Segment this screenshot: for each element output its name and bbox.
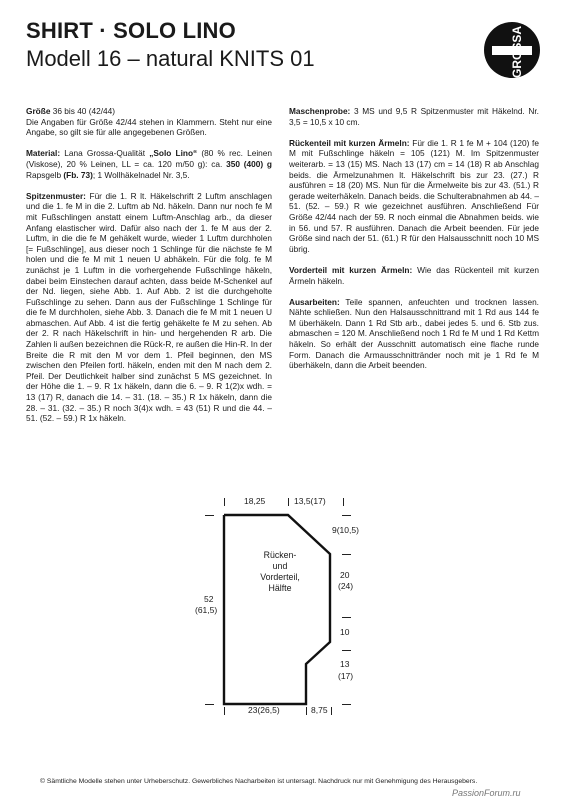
material-section — [26, 148, 272, 180]
dim-right-3: 10 — [340, 627, 350, 637]
tick-left-b — [205, 704, 214, 705]
gauge-text: 3 MS und 9,5 R Spitzenmuster mit Häkelnd. Nr. 3,5 = 10,5 x 10 cm. — [289, 106, 539, 127]
front-section — [289, 265, 539, 286]
left-column — [26, 106, 272, 434]
dim-right-2b: (24) — [338, 581, 354, 591]
right-column — [289, 106, 539, 381]
finish-section — [289, 297, 539, 371]
dim-right-2a: 20 — [340, 570, 350, 580]
schematic-diagram — [190, 492, 380, 722]
material-text-b: (80 % rec. Leinen (Viskose), 20 % Leinen, LL = ca. 120 m/50 g): ca. — [26, 148, 272, 169]
lana-grossa-logo-icon — [484, 8, 540, 79]
size-text: 36 bis 40 (42/44) — [50, 106, 116, 116]
tick-bottom-a — [224, 707, 225, 715]
tick-right-c — [342, 617, 351, 618]
dim-right-1: 9(10,5) — [332, 525, 359, 535]
gauge-heading: Maschenprobe: — [289, 106, 351, 116]
tick-top-c — [343, 498, 344, 506]
piece-label-3: Vorderteil, — [260, 572, 300, 582]
finish-heading: Ausarbeiten: — [289, 296, 340, 307]
tick-right-a — [342, 515, 351, 516]
back-section — [289, 138, 539, 255]
piece-label-1: Rücken- — [263, 550, 297, 560]
front-text: Wie das Rückenteil mit kurzen Ärmeln häkeln. — [289, 264, 539, 286]
copyright-notice: © Sämtliche Modelle stehen unter Urheberschutz. Gewerbliches Nacharbeiten ist untersagt. Nachdruck nur mit Genehmigung des Herausgebers. — [40, 778, 478, 785]
pattern-heading: Spitzenmuster: — [26, 190, 86, 201]
tick-top-a — [224, 498, 225, 506]
material-heading: Material: — [26, 148, 61, 159]
size-note: Die Angaben für Größe 42/44 stehen in Klammern. Steht nur eine Angabe, so gilt sie für alle angegebenen Größen. — [26, 116, 272, 138]
dim-right-4a: 13 — [340, 659, 350, 669]
material-text-d: ; 1 Wollhäkelnadel Nr. 3,5. — [92, 169, 190, 180]
piece-label — [260, 550, 300, 594]
material-text-a: Lana Grossa-Qualität — [60, 148, 150, 159]
logo-text-grossa: GROSSA — [510, 26, 524, 79]
tick-right-e — [342, 704, 351, 705]
logo-text-lana: LANA — [487, 8, 494, 28]
tick-left-a — [205, 515, 214, 516]
material-amount: 350 (400) g — [226, 158, 273, 169]
back-text: Für die 1. R 1 fe M + 104 (120) fe M mit Fußschlinge häkeln = 105 (121) M. Im Spitzenmuster weiterarb. = 13 (15) MS. Nach 13 (17) cm = 14 (18) R ab Anschlag beids. die Ärmelzunahmen lt. Häkelschrift bis zur 23. (27.) R ausführen = 18 (20) MS. Nun für die Ärmelweite bis zur 43. (51.) R gerade weiterhäkeln. Danach beids. die Schulterabnahmen ab 44. – 51. (52. – 59.) R wie gezeichnet ausführen. Anschließend Für Größe 42/44 nach der 59. R noch einmal die Abnahmen beids. wie in 56. und 57. R ausführen. Danach die Arbeit beenden. Für jede Größe sind nach der 51. (61.) R für den Halsausschnitt noch 10 MS übrig. — [289, 137, 539, 254]
title-line1: SHIRT · SOLO LINO — [26, 18, 236, 43]
dim-top-left: 18,25 — [244, 496, 266, 506]
tick-top-b — [288, 498, 289, 506]
finish-text: Teile spannen, anfeuchten und trocknen lassen. Nähte schließen. Nun den Halsausschnittrand mit 1 Rd aus 144 fe M überhäkeln. Dann 1 Rd Stb arb., dabei jedes 5. und 6. Stb zus. abmaschen = 120 M. Anschließend noch 1 Rd fe M und 1 Rd Kettm häkeln. So erhält der Ausschnitt automatisch eine flache runde Form. Danach die Armausschnittränder noch mit je 1 Rd fe M überhäkeln, dann die Arbeit beenden. — [289, 296, 539, 371]
dim-left-b: (61,5) — [195, 605, 218, 615]
back-heading: Rückenteil mit kurzen Ärmeln: — [289, 137, 410, 148]
pattern-text: Für die 1. R lt. Häkelschrift 2 Luftm anschlagen und die 1. fe M in die 2. Luftm ab Nd. häkeln. Dann nur noch fe M mit Fußschlingen anstatt einem Luftm-Anschlag arb., da dieser Anfang elastischer wird. Dafür also nach der 1. fe M aus der 2. Luftm, in die die fe M gehäkelt wurde, wieder 1 Luftm durchholen [= Fußschlinge], aus dieser noch 1 Schlinge für die nächste fe M holen und die fe M mit 1 neuen U abhäkeln. Für die folg. fe M zunächst je 1 Luftm in die vorhergehende Fußschlinge häkeln, dabei beim Einstechen darauf achten, dass beide M-Schenkel auf der Nd. liegen, siehe Abb. 1. Auf Abb. 2 ist die durchgeholte Fußschlinge zu sehen. Dann aus der Fußschlinge 1 Schlinge für die fe M durchholen, siehe Abb. 3. Danach die fe M mit 1 neuen U abmaschen. Auf Abb. 4 ist die fertig gehäkelte fe M zu sehen. Ab der 2. R nach Häkelschrift in hin- und hergehenden R arb. Die Zahlen li außen bezeichnen die Rück-R, re außen die Hin-R. In der Breite die R mit den M vor dem 1. Pfeil beginnen, den MS zwischen den Pfeilen fortl. häkeln, enden mit den M nach dem 2. Pfeil. Der Deutlichkeit halber sind zunächst 5 MS gezeichnet. In der Höhe die 1. – 9. R 1x häkeln, dann die 6. – 9. R 1(2)x wdh. = 13 (17) R, danach die 14. – 31. (18. – 35.) R 1x häkeln, dann die 28. – 31. (32. – 35.) R noch 3(4)x wdh. = 43 (51) R und die 44. – 51. (52. – 59.) R 1x häkeln. — [26, 190, 272, 424]
dim-right-4b: (17) — [338, 671, 354, 681]
dim-bottom-right: 8,75 — [311, 705, 328, 715]
size-heading: Größe — [26, 106, 51, 116]
size-section — [26, 106, 272, 138]
material-text-c: Rapsgelb — [26, 169, 64, 180]
piece-label-4: Hälfte — [268, 583, 292, 593]
watermark: PassionForum.ru — [452, 788, 521, 798]
pattern-section — [26, 191, 272, 424]
dim-top-right: 13,5(17) — [294, 496, 326, 506]
gauge-section — [289, 106, 539, 127]
dim-bottom-left: 23(26,5) — [248, 705, 280, 715]
tick-bottom-b — [306, 707, 307, 715]
material-color: (Fb. 73) — [63, 169, 93, 180]
tick-right-b — [342, 554, 351, 555]
piece-label-2: und — [272, 561, 288, 571]
front-heading: Vorderteil mit kurzen Ärmeln: — [289, 264, 413, 275]
dim-left-a: 52 — [204, 594, 214, 604]
tick-bottom-c — [331, 707, 332, 715]
title-line2: Modell 16 – natural KNITS 01 — [26, 46, 315, 71]
material-yarn: „Solo Lino“ — [149, 148, 198, 159]
tick-right-d — [342, 650, 351, 651]
